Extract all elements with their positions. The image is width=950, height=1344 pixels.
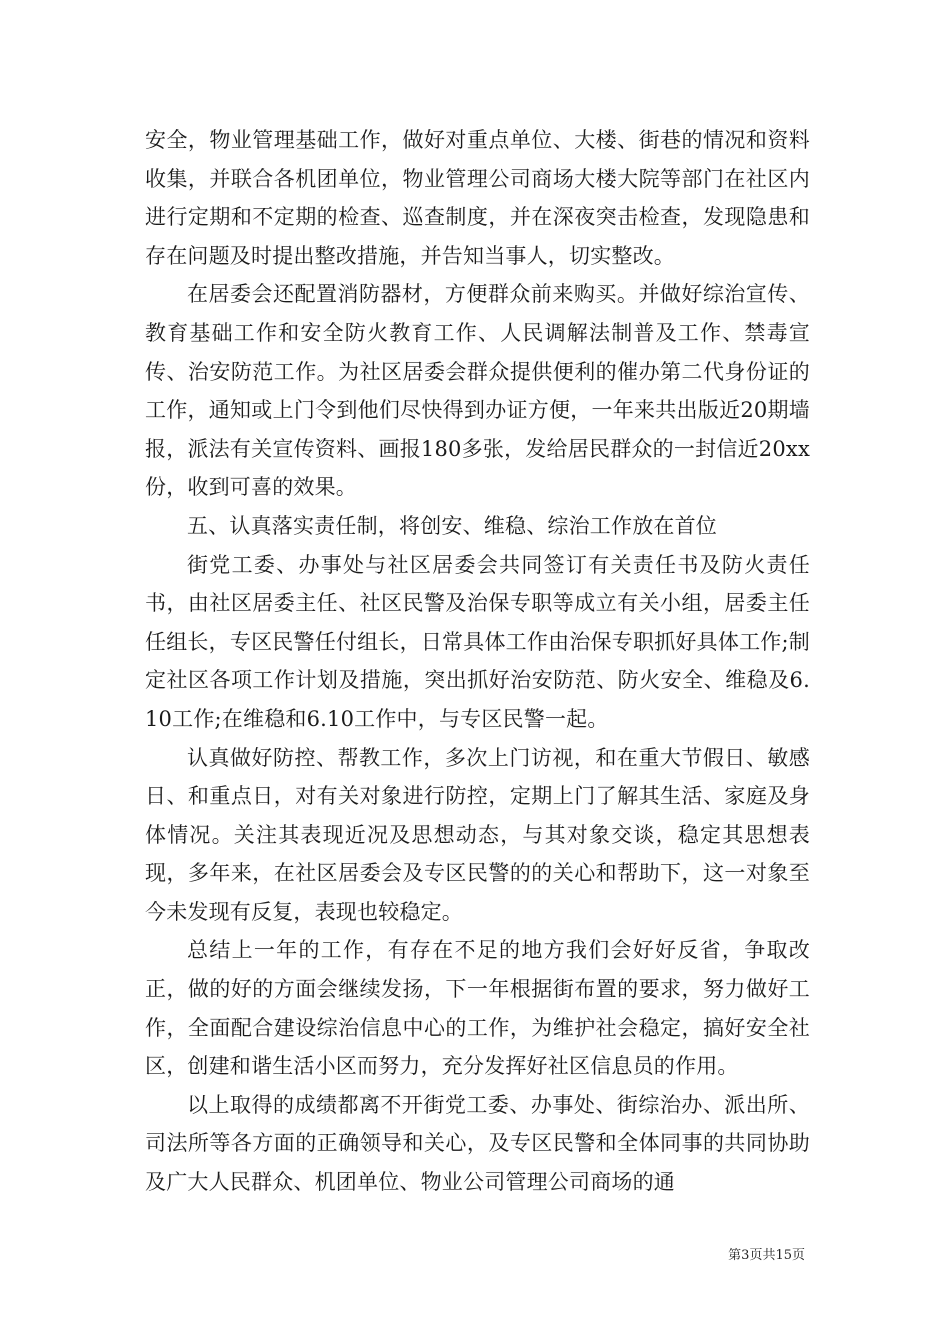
paragraph-3: 街党工委、办事处与社区居委会共同签订有关责任书及防火责任书，由社区居委主任、社区民警及治保专职等成立有关小组，居委主任任组长，专区民警任付组长，日常具体工作由治保专职抓好具体工作;制定社区各项工作计划及措施，突出抓好治安防范、防火安全、维稳及6.10工作;在维稳和6.10工作中，与专区民警一起。: [145, 552, 810, 731]
paragraph-5: 总结上一年的工作，有存在不足的地方我们会好好反省，争取改正，做的好的方面会继续发扬，下一年根据街布置的要求，努力做好工作，全面配合建设综治信息中心的工作，为维护社会稳定，搞好安全社区，创建和谐生活小区而努力，充分发挥好社区信息员的作用。: [145, 938, 810, 1079]
document-body: [145, 121, 810, 1202]
paragraph-1: 安全，物业管理基础工作，做好对重点单位、大楼、街巷的情况和资料收集，并联合各机团单位，物业管理公司商场大楼大院等部门在社区内进行定期和不定期的检查、巡查制度，并在深夜突击检查，发现隐患和存在问题及时提出整改措施，并告知当事人，切实整改。: [145, 128, 810, 268]
paragraph-2: 在居委会还配置消防器材，方便群众前来购买。并做好综治宣传、教育基础工作和安全防火教育工作、人民调解法制普及工作、禁毒宣传、治安防范工作。为社区居委会群众提供便利的催办第二代身份证的工作，通知或上门令到他们尽快得到办证方便，一年来共出版近20期墙报，派法有关宣传资料、画报180多张，发给居民群众的一封信近20xx份，收到可喜的效果。: [145, 282, 810, 500]
paragraph-4: 认真做好防控、帮教工作，多次上门访视，和在重大节假日、敏感日、和重点日，对有关对象进行防控，定期上门了解其生活、家庭及身体情况。关注其表现近况及思想动态，与其对象交谈，稳定其思想表现，多年来，在社区居委会及专区民警的的关心和帮助下，这一对象至今未发现有反复，表现也较稳定。: [145, 745, 810, 924]
section-heading-5: 五、认真落实责任制，将创安、维稳、综治工作放在首位: [187, 513, 717, 538]
paragraph-6: 以上取得的成绩都离不开街党工委、办事处、街综治办、派出所、司法所等各方面的正确领导和关心，及专区民警和全体同事的共同协助及广大人民群众、机团单位、物业公司管理公司商场的通: [145, 1092, 810, 1195]
page-number: 第3页共15页: [728, 1248, 805, 1263]
